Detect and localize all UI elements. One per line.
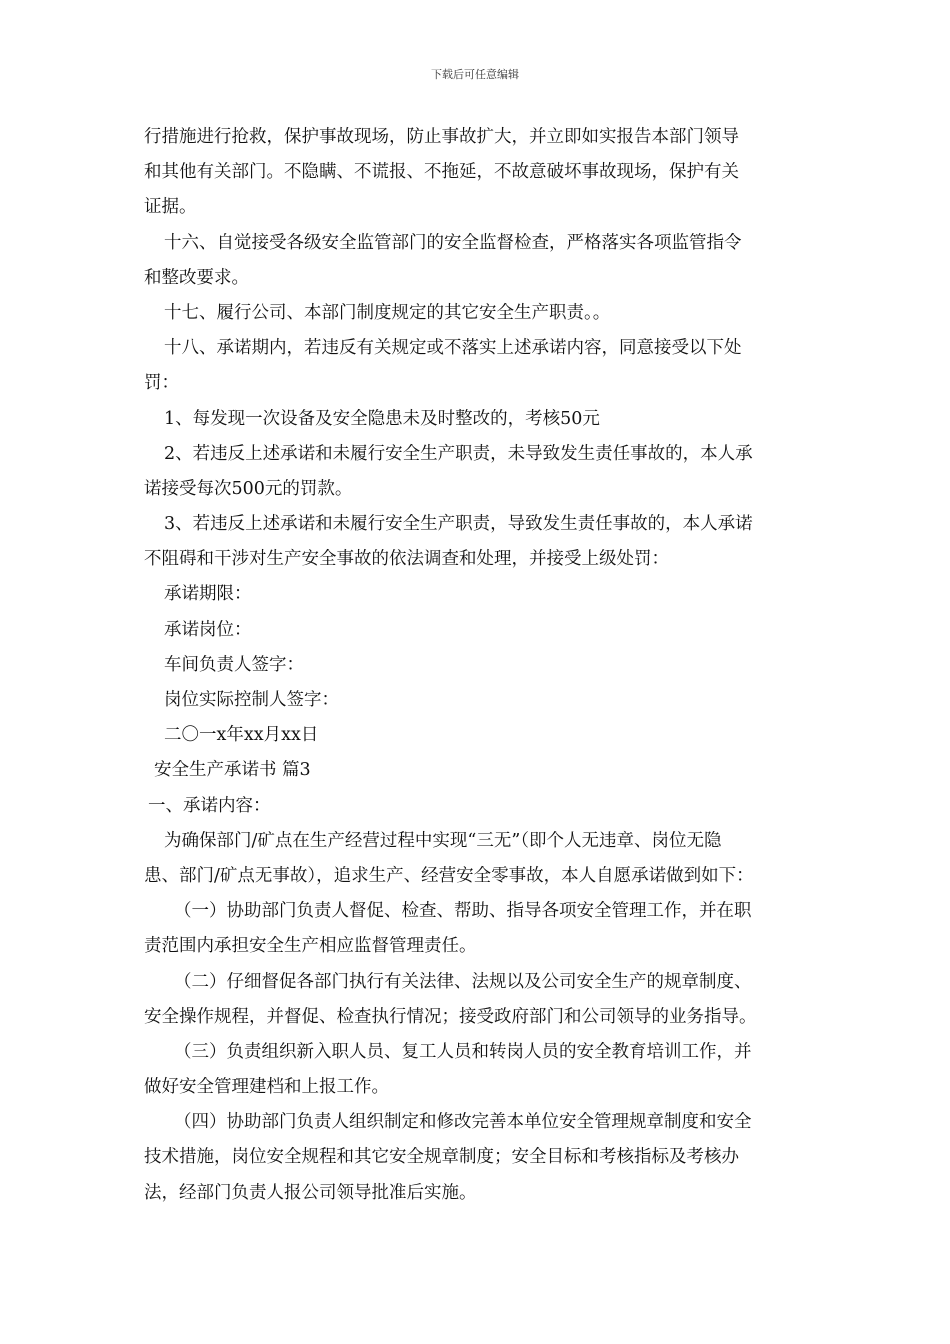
signature-field-label: 承诺期限： xyxy=(164,584,252,605)
paragraph-line: 证据。 xyxy=(144,197,197,218)
paragraph-line: 法，经部门负责人报公司领导批准后实施。 xyxy=(144,1182,477,1203)
section-title: 安全生产承诺书 篇3 xyxy=(154,760,311,781)
paragraph-line: 1、每发现一次设备及安全隐患未及时整改的，考核50元 xyxy=(164,408,600,429)
section-heading: 一、承诺内容： xyxy=(148,795,271,816)
paragraph-line: 诺接受每次500元的罚款。 xyxy=(144,478,353,499)
paragraph-line: （三）负责组织新入职人员、复工人员和转岗人员的安全教育培训工作，并 xyxy=(174,1041,752,1062)
document-body xyxy=(144,120,809,1211)
signature-field-label: 岗位实际控制人签字： xyxy=(164,690,339,710)
paragraph-line: 做好安全管理建档和上报工作。 xyxy=(144,1077,389,1098)
paragraph-line: 为确保部门/矿点在生产经营过程中实现“三无”（即个人无违章、岗位无隐 xyxy=(164,830,722,851)
paragraph-line: 十六、自觉接受各级安全监管部门的安全监督检查，严格落实各项监管指令 xyxy=(164,232,742,253)
paragraph-line: （四）协助部门负责人组织制定和修改完善本单位安全管理规章制度和安全 xyxy=(174,1112,752,1133)
page-header: 下载后可任意编辑 xyxy=(431,68,519,81)
paragraph-line: 2、若违反上述承诺和未履行安全生产职责，未导致发生责任事故的，本人承 xyxy=(164,443,753,464)
paragraph-line: （一）协助部门负责人督促、检查、帮助、指导各项安全管理工作，并在职 xyxy=(174,901,752,922)
paragraph-line: （二）仔细督促各部门执行有关法律、法规以及公司安全生产的规章制度、 xyxy=(174,971,752,992)
paragraph-line: 行措施进行抢救，保护事故现场，防止事故扩大，并立即如实报告本部门领导 xyxy=(144,127,739,147)
date-line: 二〇一x年xx月xx日 xyxy=(164,725,319,746)
paragraph-line: 十八、承诺期内，若违反有关规定或不落实上述承诺内容，同意接受以下处 xyxy=(164,338,742,359)
signature-field-label: 车间负责人签字： xyxy=(164,654,304,675)
paragraph-line: 技术措施，岗位安全规程和其它安全规章制度；安全目标和考核指标及考核办 xyxy=(144,1147,739,1168)
paragraph-line: 不阻碍和干涉对生产安全事故的依法调查和处理，并接受上级处罚： xyxy=(144,549,669,570)
paragraph-line: 安全操作规程，并督促、检查执行情况；接受政府部门和公司领导的业务指导。 xyxy=(144,1006,757,1027)
paragraph-line: 罚： xyxy=(144,373,179,394)
paragraph-line: 和其他有关部门。不隐瞒、不谎报、不拖延，不故意破坏事故现场，保护有关 xyxy=(144,162,739,183)
paragraph-line: 3、若违反上述承诺和未履行安全生产职责，导致发生责任事故的，本人承诺 xyxy=(164,514,753,535)
paragraph-line: 和整改要求。 xyxy=(144,267,249,288)
paragraph-line: 十七、履行公司、本部门制度规定的其它安全生产职责。。 xyxy=(164,302,611,323)
signature-field-label: 承诺岗位： xyxy=(164,619,252,640)
paragraph-line: 患、部门/矿点无事故），追求生产、经营安全零事故，本人自愿承诺做到如下： xyxy=(144,865,754,886)
paragraph-line: 责范围内承担安全生产相应监督管理责任。 xyxy=(144,936,477,957)
